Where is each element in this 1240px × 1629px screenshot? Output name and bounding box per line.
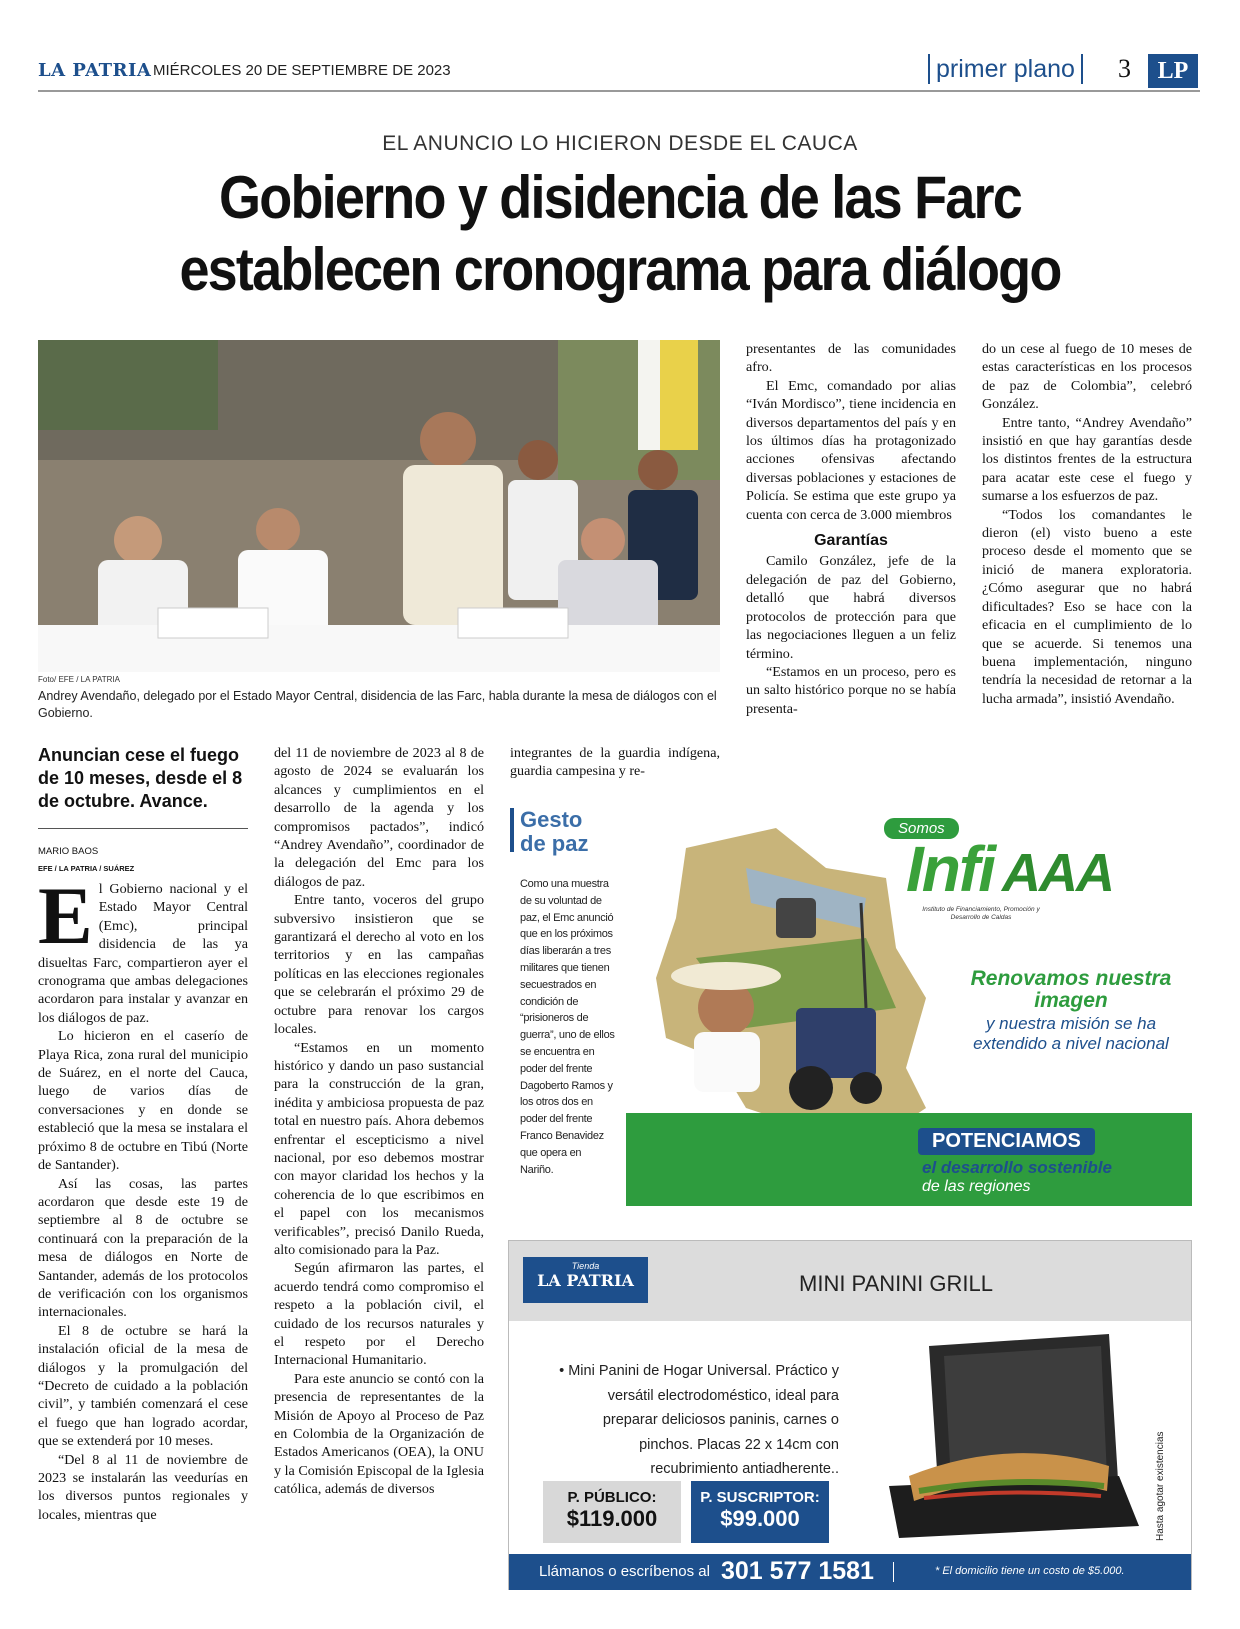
article-paragraph: El 8 de octubre se hará la instalación oficial de la mesa de diálogos y la promulgación del “Decreto de cuidado a la población civil”, y también comenzará el cese el fuego que han logrado acordar, que se extenderá por 10 meses. xyxy=(38,1322,248,1450)
article-paragraph: “Del 8 al 11 de noviembre de 2023 se instalarán las veedurías en los diversos puntos regionales y locales, mientras que xyxy=(38,1451,248,1523)
article-paragraph: “Estamos en un momento histórico y dando un paso sustancial para la construcción de la gran, inédita y ambiciosa propuesta de paz total en nuestro país. Ahora debemos enfrentar el escepticismo a nivel nacional, por eso debemos mostrar con mayor claridad los hechos y la coherencia de lo que escribimos en el papel con los mecanismos verificables”, precisó Danilo Rueda, alto comisionado para la Paz. xyxy=(274,1039,484,1258)
tienda-contact-bar xyxy=(509,1554,1191,1590)
price-subscriber: P. SUSCRIPTOR: $99.000 xyxy=(691,1481,829,1543)
article-headline xyxy=(116,162,1124,306)
newspaper-logo: LA PATRIA xyxy=(38,60,152,81)
article-paragraph: Así las cosas, las partes acordaron que desde este 19 de septiembre al 8 de octubre se continuará con la preparación de la mesa de diálogos en Norte de Santander, además de los protocolos de verificación con los organismos internacionales. xyxy=(38,1175,248,1321)
sidebar-accent-bar xyxy=(510,808,514,852)
article-paragraph: Lo hicieron en el caserío de Playa Rica, zona rural del municipio de Suárez, en el norte del Cauca, luego de varios días de conversaciones y en donde se estableció que la mesa se instalara el próximo 8 de octubre en Tibú (Norte de Santander). xyxy=(38,1028,248,1174)
page-header xyxy=(38,54,1200,88)
infi-subtitle: Instituto de Financiamiento, Promoción y Desarrollo de Caldas xyxy=(922,906,1040,921)
article-paragraph: Para este anuncio se contó con la presencia de representantes de la Misión de Apoyo al Proceso de Paz en Colombia de la Organización de Estados Americanos (OEA), la ONU y la Comisión Episcopal de la Iglesia católica, además de diversos xyxy=(274,1370,484,1498)
article-paragraph: Camilo González, jefe de la delegación de paz del Gobierno, detalló que habrá diversos protocolos de protección para que las negociaciones lleguen a un feliz término. xyxy=(746,553,956,662)
infi-renovamos: Renovamos nuestra imagen xyxy=(970,967,1172,1012)
price-public: P. PÚBLICO: $119.000 xyxy=(543,1481,681,1543)
article-paragraph: integrantes de la guardia indígena, guardia campesina y re- xyxy=(510,745,720,780)
lp-badge: LP xyxy=(1148,54,1198,88)
section-name: primer plano xyxy=(928,54,1083,84)
photo-credit: Foto/ EFE / LA PATRIA xyxy=(38,675,120,684)
article-column-1 xyxy=(38,870,248,1524)
article-column-3 xyxy=(746,340,956,718)
stock-note: Hasta agotar existencias xyxy=(1155,1431,1166,1541)
header-rule xyxy=(38,90,1200,92)
phone-number[interactable]: 301 577 1581 xyxy=(721,1557,874,1585)
author-name: MARIO BAOS xyxy=(38,846,99,857)
article-source: EFE / LA PATRIA / SUÁREZ xyxy=(38,864,135,873)
delivery-note: * El domicilio tiene un costo de $5.000. xyxy=(935,1565,1125,1577)
article-column-2 xyxy=(274,744,484,1499)
tienda-advertisement[interactable] xyxy=(508,1240,1192,1590)
infi-advertisement[interactable] xyxy=(626,808,1192,1206)
summary-rule xyxy=(38,828,248,829)
panini-grill-image xyxy=(869,1326,1149,1546)
product-description: • Mini Panini de Hogar Universal. Práctico y versátil electrodoméstico, ideal para preparar deliciosos paninis, carnes o pinchos. Placas 22 x 14cm con recubrimiento antiadherente.. xyxy=(559,1363,839,1477)
article-paragraph: do un cese al fuego de 10 meses de estas características en los procesos de paz de Colombia”, celebró González. xyxy=(982,341,1192,413)
tienda-logo: Tienda LA PATRIA xyxy=(523,1257,648,1303)
article-column-4 xyxy=(982,340,1192,708)
article-paragraph: Entre tanto, voceros del grupo subversivo insistieron que se garantizará el derecho al voto en los territorios y en las campañas políticas en las elecciones regionales que se celebrarán el próximo 29 de octubre para renovar los cargos locales. xyxy=(274,892,484,1038)
article-kicker: EL ANUNCIO LO HICIERON DESDE EL CAUCA xyxy=(382,132,858,155)
infi-mision: y nuestra misión se ha extendido a nivel nacional xyxy=(973,1014,1169,1053)
article-paragraph: Según afirmaron las partes, el acuerdo tendrá como compromiso el respeto a la población civil, el cuidado de los recursos naturales y el respeto por el Derecho Internacional Humanitario. xyxy=(274,1260,484,1369)
dialogue-table-photo xyxy=(38,340,720,672)
article-paragraph: “Estamos en un proceso, pero es un salto histórico porque no se había presenta- xyxy=(746,663,956,717)
article-paragraph: Entre tanto, “Andrey Avendaño” insistió en que hay garantías desde los distintos frentes de la estructura para acatar este cese el fuego y sumarse a los esfuerzos de paz. xyxy=(982,414,1192,505)
article-photo xyxy=(38,340,720,672)
drop-cap: E xyxy=(38,870,93,961)
sidebar-gesto-de-paz xyxy=(510,807,615,1208)
call-label: Llámanos o escríbenos al xyxy=(539,1563,710,1580)
article-summary: Anuncian cese el fuego de 10 meses, desde el 8 de octubre. Avance. xyxy=(38,745,243,811)
publication-date: MIÉRCOLES 20 DE SEPTIEMBRE DE 2023 xyxy=(153,62,451,79)
page-number: 3 xyxy=(1118,54,1131,83)
infi-potenciamos: POTENCIAMOS xyxy=(918,1128,1095,1155)
subheading-garantias: Garantías xyxy=(814,532,888,550)
sidebar-text: Como una muestra de su voluntad de paz, el Emc anunció que en los próximos días liberarán a tres militares que tienen secuestrados en condición de “prisioneros de guerra”, uno de ellos se encuentra en poder del frente Dagoberto Ramos y los otros dos en poder del frente Franco Benavidez que opera en Nariño. xyxy=(520,878,615,1176)
sidebar-title: Gesto de paz xyxy=(520,807,589,856)
contact-divider xyxy=(893,1562,894,1582)
infi-regiones: de las regiones xyxy=(922,1178,1031,1195)
photo-caption: Andrey Avendaño, delegado por el Estado Mayor Central, disidencia de las Farc, habla durante la mesa de diálogos con el Gobierno. xyxy=(38,689,717,720)
article-column-3-start xyxy=(510,744,720,781)
infi-desarrollo: el desarrollo sostenible xyxy=(922,1158,1112,1177)
article-paragraph: El Emc, comandado por alias “Iván Mordisco”, tiene incidencia en diversos departamentos del país y en los últimos días ha protagonizado acciones ofensivas afectando diversas poblaciones y estaciones de Policía. Se estima que este grupo ya cuenta con cerca de 3.000 miembros xyxy=(746,377,956,523)
article-paragraph: presentantes de las comunidades afro. xyxy=(746,341,956,376)
article-paragraph: El Gobierno nacional y el Estado Mayor Central (Emc), principal disidencia de las ya disueltas Farc, compartieron ayer el cronograma que ambas delegaciones acordaron para instalar y avanzar en los diálogos de paz. xyxy=(38,870,248,1026)
article-paragraph: “Todos los comandantes le dieron (el) visto bueno a este proceso desde el momento que se inició de manera exploratoria. ¿Cómo asegurar que no habrá dificultades? Eso se hace con la eficacia en el cumplimiento de lo que se acuerde. Si tenemos una buena implementación, ninguno tendría la necesidad de retornar a la lucha armada”, insistió Avendaño. xyxy=(982,506,1192,707)
infi-logo: Infi AAA xyxy=(906,833,1113,905)
headline-line-2: establecen cronograma para diálogo xyxy=(179,236,1061,303)
article-paragraph: del 11 de noviembre de 2023 al 8 de agosto de 2024 se evaluarán los alcances y cumplimientos en el desarrollo de la agenda y los compromisos pactados”, indicó “Andrey Avendaño”, coordinador de la delegación del Emc para los diálogos de paz. xyxy=(274,745,484,890)
headline-line-1: Gobierno y disidencia de las Farc xyxy=(219,164,1021,231)
product-title: MINI PANINI GRILL xyxy=(799,1271,993,1296)
infi-somos-label: Somos xyxy=(884,818,959,839)
